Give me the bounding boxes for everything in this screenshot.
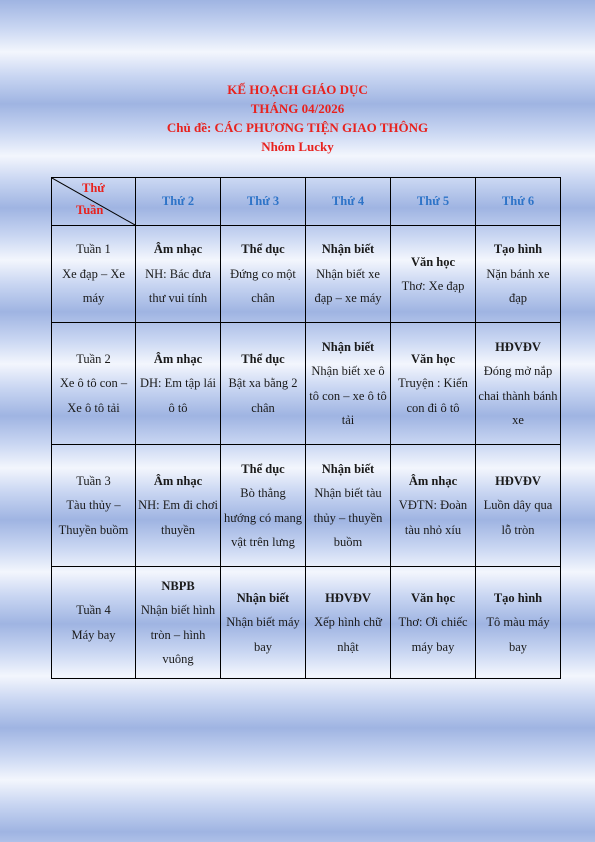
activity-cell [136, 567, 221, 679]
activity-text: Luồn dây qua lỗ tròn [483, 498, 553, 537]
activity-cell [476, 323, 561, 445]
activity-text: Bò thẳng hướng có mang vật trên lưng [224, 486, 302, 549]
activity-cell [476, 445, 561, 567]
subject-label: Thể dục [241, 351, 285, 366]
activity-cell [306, 226, 391, 323]
activity-text: Nhận biết xe đạp – xe máy [314, 266, 382, 306]
subject-label: Âm nhạc [153, 242, 203, 257]
subject-label: Văn học [410, 254, 456, 269]
subject-label: Văn học [410, 590, 456, 605]
week-label: Tuần 2 [76, 351, 111, 366]
week-theme: Xe đạp – Xe máy [62, 266, 125, 306]
activity-cell [136, 226, 221, 323]
week-cell [52, 445, 136, 567]
activity-text: Truyện : Kiến con đi ô tô [398, 376, 468, 415]
activity-cell [476, 226, 561, 323]
document-header [0, 80, 595, 156]
table-row [52, 567, 561, 679]
group-label: Nhóm Lucky [261, 139, 334, 154]
week-theme: Tàu thủy – Thuyền buồm [58, 498, 129, 537]
subject-label: HĐVĐV [325, 590, 371, 605]
activity-text: Tô màu máy bay [486, 615, 550, 654]
subject-label: Nhận biết [321, 339, 375, 354]
subject-label: HĐVĐV [495, 339, 541, 354]
table-row [52, 226, 561, 323]
activity-cell [391, 226, 476, 323]
activity-cell [391, 323, 476, 445]
activity-cell [221, 567, 306, 679]
activity-cell [136, 323, 221, 445]
subject-label: HĐVĐV [495, 473, 541, 488]
activity-cell [391, 567, 476, 679]
activity-cell [221, 226, 306, 323]
subject-label: Thể dục [241, 242, 285, 257]
activity-text: Bật xa bằng 2 chân [228, 376, 298, 415]
corner-cell [52, 178, 136, 226]
week-cell [52, 323, 136, 445]
day-header: Thứ 2 [136, 178, 221, 226]
corner-week-label: Tuần [76, 203, 104, 217]
activity-cell [391, 445, 476, 567]
day-header: Thứ 6 [476, 178, 561, 226]
week-theme: Máy bay [71, 627, 116, 642]
activity-text: DH: Em tập lái ô tô [139, 376, 217, 415]
day-header: Thứ 4 [306, 178, 391, 226]
document-title: KẾ HOẠCH GIÁO DỤC [227, 82, 368, 97]
topic-label: Chủ đề: CÁC PHƯƠNG TIỆN GIAO THÔNG [166, 120, 429, 135]
table-row [52, 323, 561, 445]
month-label: THÁNG 04/2026 [250, 101, 345, 116]
activity-text: Xếp hình chữ nhật [314, 615, 382, 654]
activity-cell [476, 567, 561, 679]
activity-text: Nhận biết tàu thủy – thuyền buồm [313, 486, 383, 549]
activity-text: Nhận biết xe ô tô con – xe ô tô tải [309, 364, 387, 427]
subject-label: Nhận biết [236, 590, 290, 605]
day-header: Thứ 3 [221, 178, 306, 226]
subject-label: Âm nhạc [153, 473, 203, 488]
subject-label: Nhận biết [321, 461, 375, 476]
subject-label: Văn học [410, 351, 456, 366]
activity-text: Nặn bánh xe đạp [486, 266, 550, 306]
activity-text: Đóng mở nắp chai thành bánh xe [478, 364, 558, 427]
activity-cell [221, 445, 306, 567]
subject-label: Thể dục [241, 461, 285, 476]
activity-text: Đứng co một chân [230, 266, 296, 306]
subject-label: NBPB [161, 578, 195, 593]
week-label: Tuần 1 [76, 242, 111, 257]
activity-text: NH: Em đi chơi thuyền [138, 498, 218, 537]
activity-cell [221, 323, 306, 445]
subject-label: Âm nhạc [408, 473, 458, 488]
activity-text: Nhận biết hình tròn – hình vuông [140, 603, 216, 666]
week-label: Tuần 3 [76, 473, 111, 488]
activity-text: NH: Bác đưa thư vui tính [145, 266, 211, 306]
header-row [52, 178, 561, 226]
subject-label: Âm nhạc [153, 351, 203, 366]
corner-day-label: Thứ [82, 181, 105, 195]
subject-label: Tạo hình [493, 590, 543, 605]
week-cell [52, 567, 136, 679]
subject-label: Nhận biết [321, 242, 375, 257]
activity-cell [306, 567, 391, 679]
day-header: Thứ 5 [391, 178, 476, 226]
week-theme: Xe ô tô con – Xe ô tô tải [59, 376, 128, 415]
activity-text: Thơ: Ơi chiếc máy bay [398, 615, 468, 654]
activity-cell [306, 445, 391, 567]
week-cell [52, 226, 136, 323]
week-label: Tuần 4 [76, 603, 111, 617]
activity-cell [136, 445, 221, 567]
activity-cell [306, 323, 391, 445]
activity-text: Nhận biết máy bay [226, 615, 300, 654]
activity-text: Thơ: Xe đạp [401, 279, 465, 293]
activity-text: VĐTN: Đoàn tàu nhỏ xíu [398, 498, 468, 537]
schedule-table [51, 177, 561, 679]
subject-label: Tạo hình [493, 242, 543, 257]
table-row [52, 445, 561, 567]
